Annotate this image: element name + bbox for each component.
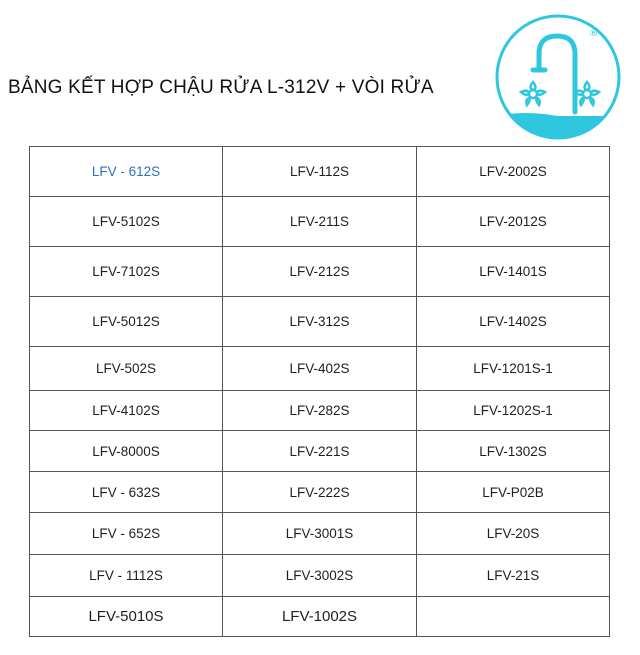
table-row [30, 347, 610, 391]
table-cell: LFV-112S [223, 147, 417, 197]
table-cell [417, 597, 610, 637]
table-cell: LFV-3002S [223, 555, 417, 597]
table-cell: LFV-2012S [417, 197, 610, 247]
table-cell: LFV-P02B [417, 472, 610, 513]
table-cell: LFV-21S [417, 555, 610, 597]
table-cell: LFV-2002S [417, 147, 610, 197]
table-cell: LFV-212S [223, 247, 417, 297]
table-row [30, 555, 610, 597]
table-cell: LFV-221S [223, 431, 417, 472]
table-cell: LFV-1002S [223, 597, 417, 637]
table-cell: LFV-1402S [417, 297, 610, 347]
table-cell: LFV-3001S [223, 513, 417, 555]
table-row [30, 297, 610, 347]
table-row [30, 391, 610, 431]
table-cell: LFV - 632S [30, 472, 223, 513]
table-cell: LFV-4102S [30, 391, 223, 431]
page-title: BẢNG KẾT HỢP CHẬU RỬA L-312V + VÒI RỬA [8, 77, 434, 98]
brand-logo [493, 12, 623, 142]
table-cell: LFV-502S [30, 347, 223, 391]
table-cell: LFV-1202S-1 [417, 391, 610, 431]
table-row [30, 197, 610, 247]
table-cell: LFV-402S [223, 347, 417, 391]
table-row [30, 247, 610, 297]
table-cell: LFV-5010S [30, 597, 223, 637]
combination-table [29, 146, 610, 637]
table-cell: LFV-211S [223, 197, 417, 247]
table-cell: LFV - 652S [30, 513, 223, 555]
table-cell: LFV-20S [417, 513, 610, 555]
table-cell: LFV - 1112S [30, 555, 223, 597]
table-row [30, 597, 610, 637]
table-cell: LFV-5012S [30, 297, 223, 347]
table-cell: LFV-282S [223, 391, 417, 431]
table-row [30, 431, 610, 472]
table-row [30, 513, 610, 555]
table-cell: LFV-8000S [30, 431, 223, 472]
table-row [30, 472, 610, 513]
table-cell: LFV-1401S [417, 247, 610, 297]
table-cell: LFV-312S [223, 297, 417, 347]
table-cell: LFV-1302S [417, 431, 610, 472]
registered-mark: ® [589, 29, 598, 39]
table-row [30, 147, 610, 197]
table-cell: LFV-1201S-1 [417, 347, 610, 391]
table-cell: LFV-5102S [30, 197, 223, 247]
table-cell: LFV-7102S [30, 247, 223, 297]
table-cell: LFV-222S [223, 472, 417, 513]
table-cell: LFV - 612S [30, 147, 223, 197]
